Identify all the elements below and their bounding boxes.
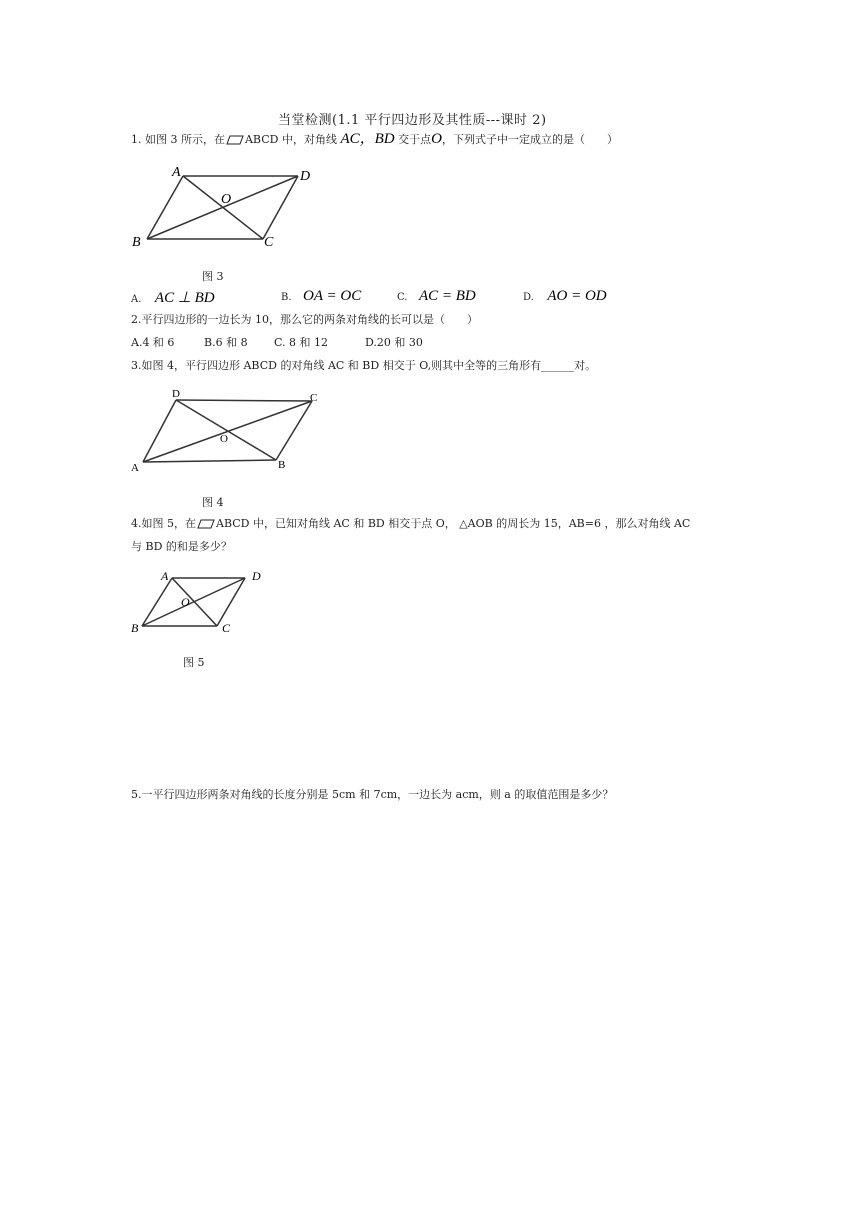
label-d: D xyxy=(300,169,311,184)
option-a[interactable] xyxy=(131,288,215,307)
option-b-expr: OA = OC xyxy=(303,288,362,304)
q2-option-d[interactable]: D.20 和 30 xyxy=(365,336,423,349)
option-a-expr: AC ⊥ BD xyxy=(154,290,215,306)
question-1-suffix: ，下列式子中一定成立的是（ ） xyxy=(441,133,618,146)
option-c[interactable] xyxy=(397,288,476,305)
page-title: 当堂检测(1.1 平行四边形及其性质---课时 2) xyxy=(278,113,547,128)
question-1-prefix: 1. 如图 3 所示，在 xyxy=(131,133,225,146)
label-o: O xyxy=(181,595,190,609)
question-2: 2.平行四边形的一边长为 10，那么它的两条对角线的长可以是（ ） xyxy=(131,313,478,326)
edge-dc xyxy=(176,400,312,401)
label-a: A xyxy=(172,165,181,180)
label-c: C xyxy=(310,392,318,404)
edge-ab xyxy=(143,460,276,462)
question-4-line-1 xyxy=(131,517,690,531)
figure-5-caption: 图 5 xyxy=(183,656,205,669)
figure-5 xyxy=(128,566,278,636)
q2-option-a[interactable]: A.4 和 6 xyxy=(131,336,175,349)
figure-3-caption: 图 3 xyxy=(202,270,224,283)
label-d: D xyxy=(172,388,180,400)
option-b-letter: B. xyxy=(281,292,292,303)
label-o: O xyxy=(221,192,232,207)
option-a-letter: A. xyxy=(131,294,142,305)
option-c-letter: C. xyxy=(397,292,408,303)
question-5: 5.一平行四边形两条对角线的长度分别是 5cm 和 7cm，一边长为 acm，则 a 的取值范围是多少？ xyxy=(131,788,614,801)
option-d-letter: D. xyxy=(523,292,534,303)
diagonal-bd xyxy=(147,176,298,239)
parallelogram-icon xyxy=(226,135,244,145)
edge-ab xyxy=(147,176,183,239)
question-1-mid: 交于点 xyxy=(398,133,432,146)
label-b: B xyxy=(278,459,286,471)
figure-3 xyxy=(128,160,328,252)
question-4-line-2: 与 BD 的和是多少？ xyxy=(131,540,232,553)
question-1-diagonals: AC，BD xyxy=(340,131,395,147)
question-4-body: ABCD 中，已知对角线 AC 和 BD 相交于点 O， △AOB 的周长为 15，AB=6 ，那么对角线 AC xyxy=(216,517,691,530)
option-d-expr: AO = OD xyxy=(547,288,607,304)
edge-dc xyxy=(263,176,298,239)
option-b[interactable] xyxy=(281,288,361,305)
parallelogram-icon xyxy=(197,519,215,529)
edge-cb xyxy=(276,401,312,460)
option-d[interactable] xyxy=(523,288,607,305)
question-4-prefix: 4.如图 5，在 xyxy=(131,517,196,530)
label-c: C xyxy=(264,235,274,250)
figure-4-caption: 图 4 xyxy=(202,496,224,509)
label-b: B xyxy=(132,235,141,250)
label-c: C xyxy=(222,621,231,635)
diagonal-db xyxy=(176,400,276,460)
question-3: 3.如图 4，平行四边形 ABCD 的对角线 AC 和 BD 相交于 O,则其中全等的三角形有______对。 xyxy=(131,359,597,372)
question-1-name: ABCD 中，对角线 xyxy=(244,133,337,146)
edge-da xyxy=(143,400,176,462)
question-1-point-o: O xyxy=(431,131,442,147)
label-o: O xyxy=(220,433,228,445)
label-a: A xyxy=(161,569,169,583)
label-d: D xyxy=(252,569,261,583)
option-c-expr: AC = BD xyxy=(418,288,476,304)
q2-option-c[interactable]: C. 8 和 12 xyxy=(274,336,329,349)
figure-4 xyxy=(128,384,328,476)
q2-option-b[interactable]: B.6 和 8 xyxy=(204,336,248,349)
label-a: A xyxy=(131,462,139,474)
question-1 xyxy=(131,132,618,147)
label-b: B xyxy=(131,621,139,635)
